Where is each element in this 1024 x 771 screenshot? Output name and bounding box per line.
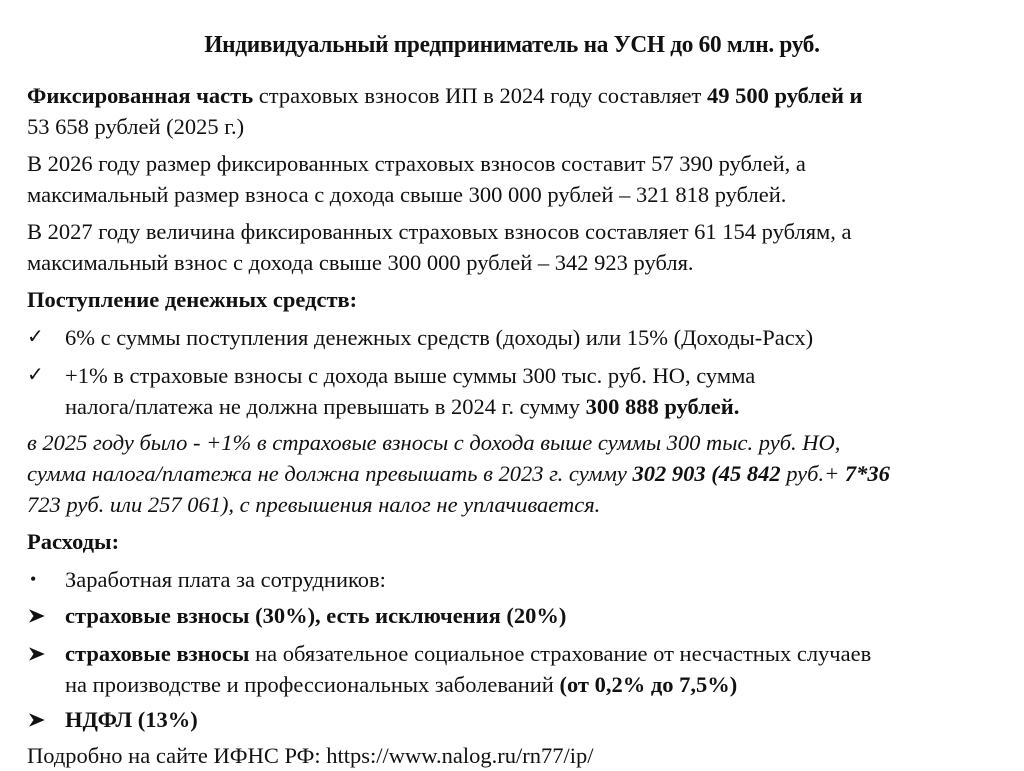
expenses-arrow-item-3-text (65, 704, 1002, 735)
expenses-arrow-item-3-bold: НДФЛ (13%) (65, 707, 198, 732)
expenses-arrow-item-2-bold: страховые взносы (65, 641, 250, 666)
arrow-bullet-icon (29, 713, 45, 727)
bullet-icon: • (30, 569, 37, 589)
income-item-2-line-2-amount: 300 888 рублей. (585, 394, 740, 419)
income-item-1 (27, 322, 1002, 353)
expenses-heading (27, 526, 1002, 557)
note-2025-amount-1: 302 903 (45 842 (632, 461, 781, 486)
note-2025 (27, 427, 1002, 520)
income-item-2-line-2-text: налога/платежа не должна превышать в 2024 г. сумму (65, 394, 586, 419)
footer-line (27, 740, 1002, 771)
expenses-arrow-item-1-bold: страховые взносы (30%), есть исключения (20%) (65, 603, 567, 628)
year-2026-line-2: максимальный размер взноса с дохода свыше 300 000 рублей – 321 818 рублей. (27, 182, 787, 207)
year-2027-line-2: максимальный взнос с дохода свыше 300 000 рублей – 342 923 рубля. (27, 250, 694, 275)
year-2027-line-1: В 2027 году величина фиксированных страховых взносов составляет 61 154 рублям, а (27, 219, 852, 244)
note-2025-line-2 (27, 458, 1002, 489)
slide-title: Индивидуальный предприниматель на УСН до 60 млн. руб. (204, 32, 820, 58)
arrow-bullet-icon (29, 609, 45, 623)
note-2025-line-2-text-2: руб.+ (780, 461, 845, 486)
checkmark-icon: ✓ (27, 326, 44, 348)
fixed-part-amount: 49 500 рублей и (707, 83, 863, 108)
fixed-part-lead: Фиксированная часть (27, 83, 254, 108)
expenses-arrow-item-2-line-2-text: на производстве и профессиональных заболеваний (65, 672, 560, 697)
income-item-2-line-2 (65, 391, 1002, 422)
expenses-arrow-item-2-text: на обязательное социальное страхование от несчастных случаев (249, 641, 872, 666)
arrow-bullet-icon (29, 647, 45, 661)
expenses-arrow-item-1 (27, 600, 1002, 631)
expenses-bullet-text: Заработная плата за сотрудников: (65, 567, 386, 592)
note-2025-line-2-text: сумма налога/платежа не должна превышать в 2023 г. сумму (27, 461, 633, 486)
footer-link[interactable]: https://www.nalog.ru/rn77/ip/ (326, 743, 594, 768)
note-2025-line-3: 723 руб. или 257 061), с превышения налог не уплачивается. (27, 492, 601, 517)
note-2025-line-1: в 2025 году было - +1% в страховые взносы с дохода выше суммы 300 тыс. руб. НО, (27, 430, 841, 455)
income-item-2 (27, 360, 1002, 422)
note-2025-amount-2: 7*36 (844, 461, 890, 486)
expenses-arrow-item-2-line-2-bold: (от 0,2% до 7,5%) (559, 672, 738, 697)
year-2026-line-1: В 2026 году размер фиксированных страховых взносов составит 57 390 рублей, а (27, 151, 806, 176)
checkmark-icon: ✓ (27, 364, 44, 386)
footer-text: Подробно на сайте ИФНС РФ: (27, 743, 327, 768)
expenses-heading-text: Расходы: (27, 529, 120, 554)
fixed-part-line-2: 53 658 рублей (2025 г.) (27, 114, 245, 139)
expenses-arrow-item-2-line-2 (65, 669, 1002, 700)
expenses-arrow-item-1-text (65, 600, 1002, 631)
expenses-arrow-item-2-line-1 (65, 638, 1002, 669)
expenses-bullet-item (27, 564, 1002, 595)
income-heading (27, 284, 1002, 315)
fixed-part-line-1 (27, 80, 1002, 111)
expenses-arrow-item-3 (27, 704, 1002, 735)
expenses-arrow-item-2 (27, 638, 1002, 700)
fixed-part-text: страховых взносов ИП в 2024 году составляет (253, 83, 707, 108)
year-2026-paragraph (27, 148, 1002, 210)
year-2027-paragraph (27, 216, 1002, 278)
income-heading-text: Поступление денежных средств: (27, 287, 358, 312)
income-item-1-text: 6% с суммы поступления денежных средств (доходы) или 15% (Доходы-Расх) (65, 325, 814, 350)
income-item-2-line-1: +1% в страховые взносы с дохода выше суммы 300 тыс. руб. НО, сумма (65, 363, 756, 388)
fixed-part-paragraph (27, 80, 1002, 142)
